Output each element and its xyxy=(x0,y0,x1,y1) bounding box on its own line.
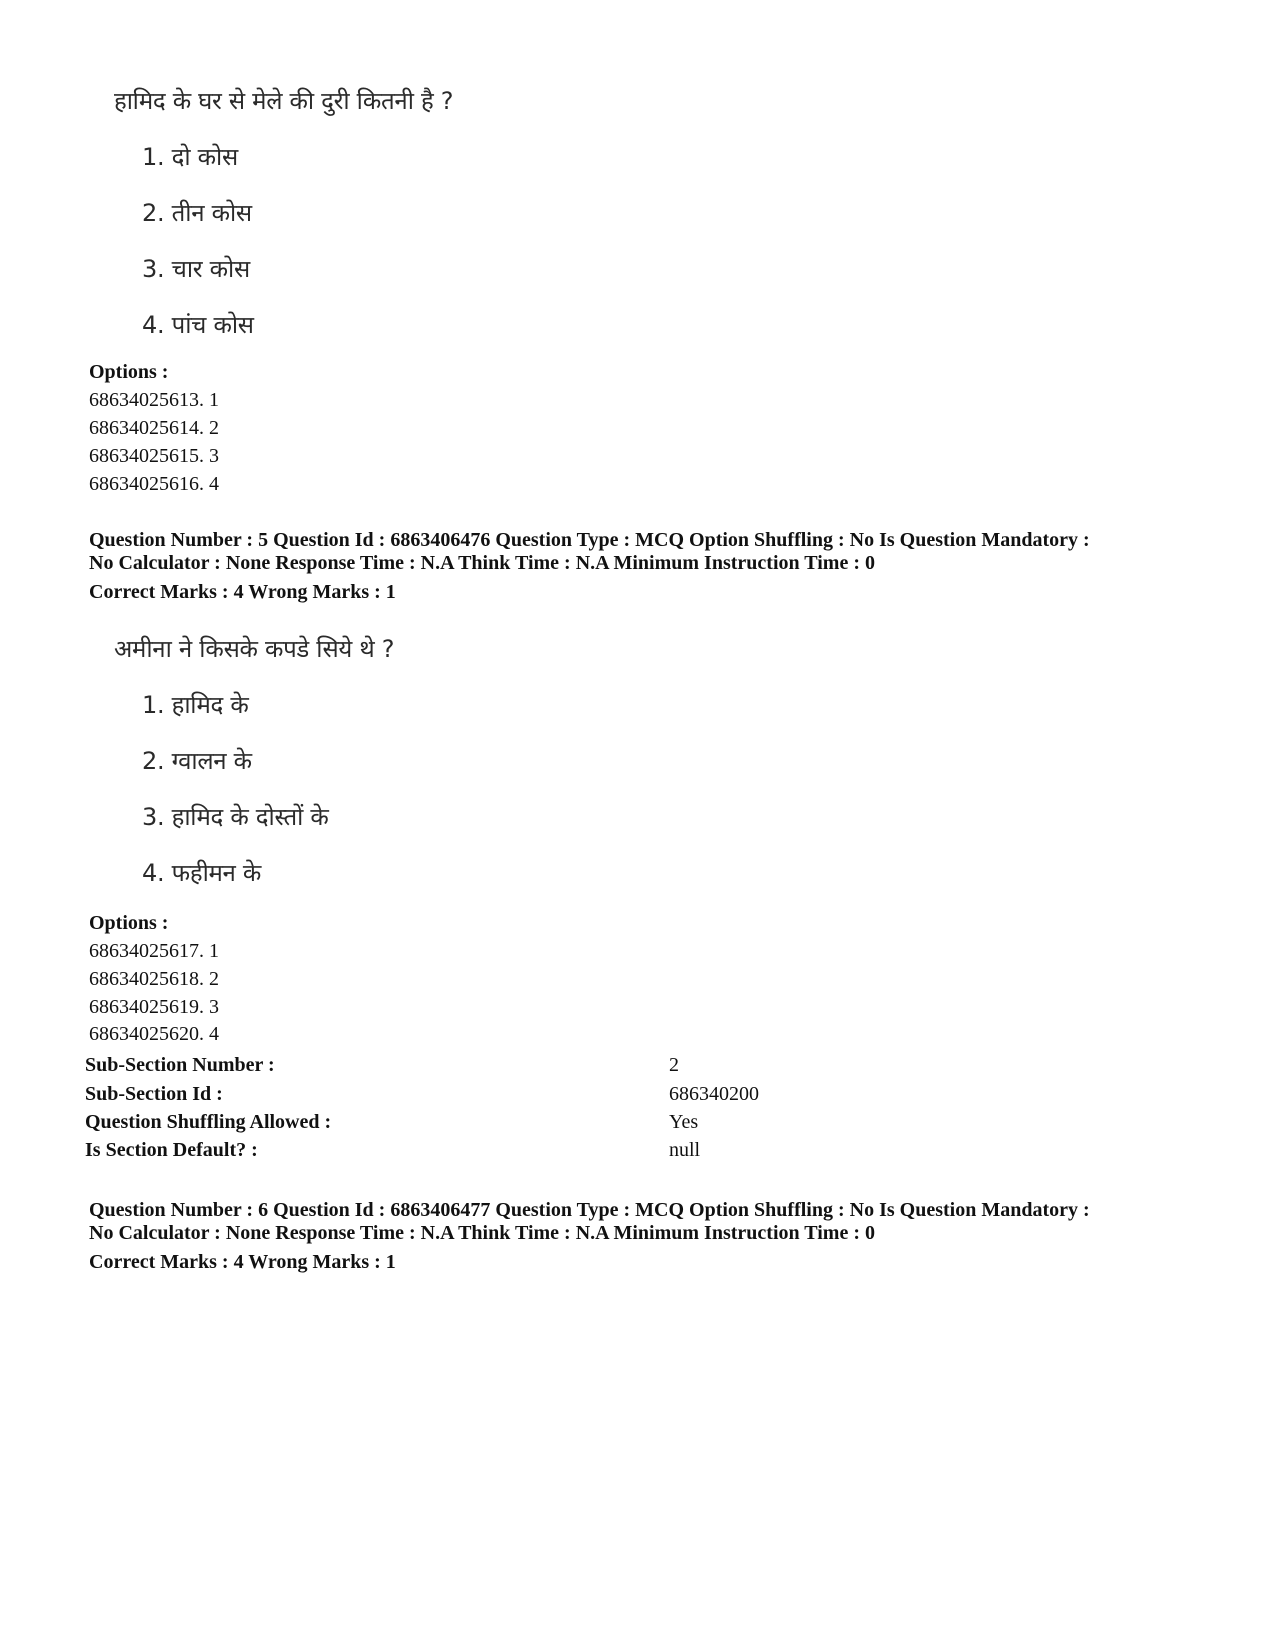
section-default-value: null xyxy=(669,1139,701,1161)
question-6-meta-line-2: No Calculator : None Response Time : N.A Think Time : N.A Minimum Instruction Time : 0 xyxy=(89,1222,875,1244)
question-5-meta-line-2: No Calculator : None Response Time : N.A Think Time : N.A Minimum Instruction Time : 0 xyxy=(89,552,875,574)
subsection-id-value: 686340200 xyxy=(669,1083,759,1105)
question-5-text: अमीना ने किसके कपडे सिये थे ? xyxy=(114,635,395,663)
question-4-option-4: 68634025616. 4 xyxy=(89,473,219,495)
section-default-label: Is Section Default? : xyxy=(85,1139,258,1161)
question-4-choice-3: 3. चार कोस xyxy=(142,255,250,283)
subsection-number-label: Sub-Section Number : xyxy=(85,1054,275,1076)
question-5-choice-1: 1. हामिद के xyxy=(142,691,249,719)
question-6-marks: Correct Marks : 4 Wrong Marks : 1 xyxy=(89,1251,396,1273)
question-5-meta-line-1: Question Number : 5 Question Id : 6863406476 Question Type : MCQ Option Shuffling : No Is Question Mandatory : xyxy=(89,529,1090,551)
subsection-number-value: 2 xyxy=(669,1054,679,1076)
question-shuffling-label: Question Shuffling Allowed : xyxy=(85,1111,332,1133)
question-5-option-4: 68634025620. 4 xyxy=(89,1023,219,1045)
question-5-choice-2: 2. ग्वालन के xyxy=(142,747,252,775)
question-5-option-2: 68634025618. 2 xyxy=(89,968,219,990)
question-4-option-1: 68634025613. 1 xyxy=(89,389,219,411)
question-5-marks: Correct Marks : 4 Wrong Marks : 1 xyxy=(89,581,396,603)
question-5-choice-4: 4. फहीमन के xyxy=(142,859,262,887)
question-5-option-1: 68634025617. 1 xyxy=(89,940,219,962)
question-4-options-label: Options : xyxy=(89,361,169,383)
question-5-choice-3: 3. हामिद के दोस्तों के xyxy=(142,803,329,831)
question-4-text: हामिद के घर से मेले की दुरी कितनी है ? xyxy=(114,87,454,115)
question-4-option-3: 68634025615. 3 xyxy=(89,445,219,467)
question-4-option-2: 68634025614. 2 xyxy=(89,417,219,439)
question-4-choice-4: 4. पांच कोस xyxy=(142,311,254,339)
question-4-choice-1: 1. दो कोस xyxy=(142,143,238,171)
question-5-option-3: 68634025619. 3 xyxy=(89,996,219,1018)
question-5-options-label: Options : xyxy=(89,912,169,934)
question-shuffling-value: Yes xyxy=(669,1111,699,1133)
question-6-meta-line-1: Question Number : 6 Question Id : 6863406477 Question Type : MCQ Option Shuffling : No Is Question Mandatory : xyxy=(89,1199,1090,1221)
question-4-choice-2: 2. तीन कोस xyxy=(142,199,252,227)
subsection-id-label: Sub-Section Id : xyxy=(85,1083,223,1105)
